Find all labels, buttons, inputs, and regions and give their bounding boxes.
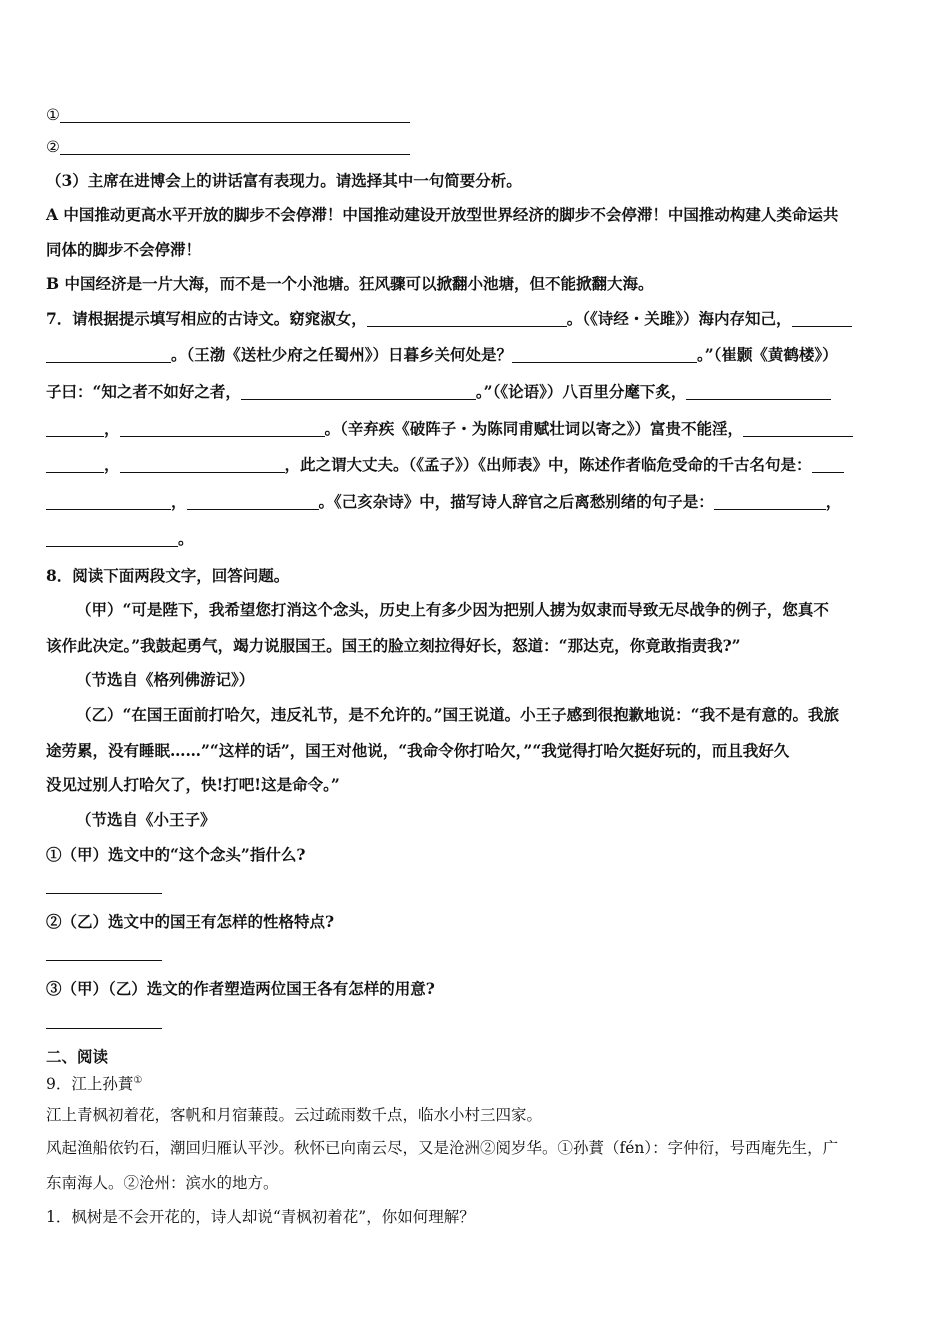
q7-blank-6[interactable] <box>686 383 831 400</box>
answer-line-2: ② <box>46 136 410 158</box>
q7-blank-13[interactable] <box>46 493 171 510</box>
q8-answer-line-3[interactable] <box>46 1028 162 1029</box>
q7-blank-9[interactable] <box>743 420 853 437</box>
q8-yi-line1: （乙）“在国王面前打哈欠，违反礼节，是不允许的。”国王说道。小王子感到很抱歉地说：“我不是有意的。我旅 <box>76 705 840 724</box>
q7-blank-16[interactable] <box>46 530 178 547</box>
q8-answer-line-2[interactable] <box>46 960 162 961</box>
q7-blank-7[interactable] <box>46 420 104 437</box>
q8-jia-line2: 该作此决定。”我鼓起勇气，竭力说服国王。国王的脸立刻拉得好长，怒道：“那达克，你竟敢指责我?” <box>46 636 741 655</box>
answer-blank-2[interactable] <box>60 138 410 155</box>
poem-line-1: 江上青枫初着花，客帆和月宿蒹葭。云过疏雨数千点，临水小村三四家。 <box>46 1106 543 1124</box>
q7-blank-2[interactable] <box>792 310 852 327</box>
q8-jia-line1: （甲）“可是陛下，我希望您打消这个念头，历史上有多少因为把别人掳为奴隶而导致无尽战争的例子，您真不 <box>76 600 829 619</box>
q8-sub-question-3: ③（甲）（乙）选文的作者塑造两位国王各有怎样的用意? <box>46 979 435 998</box>
q7-blank-15[interactable] <box>714 493 826 510</box>
q7-line-3: 子曰：“知之者不如好之者， 。”（《论语》）八百里分麾下炙， <box>46 381 831 403</box>
q7-line-6: ， 。《己亥杂诗》中，描写诗人辞官之后离愁别绪的句子是： ， <box>46 491 841 513</box>
q7-blank-1[interactable] <box>367 310 567 327</box>
q8-sub-question-2: ②（乙）选文中的国王有怎样的性格特点? <box>46 912 335 931</box>
q8-answer-line-1[interactable] <box>46 893 162 894</box>
q7-blank-12[interactable] <box>812 456 844 473</box>
q7-blank-3[interactable] <box>46 346 171 363</box>
poem-notes: 东南海人。②沧州：滨水的地方。 <box>46 1174 279 1192</box>
q6-3-prompt: （3）主席在进博会上的讲话富有表现力。请选择其中一句简要分析。 <box>46 171 522 190</box>
answer-line-1: ① <box>46 104 410 126</box>
q6-3-option-b: B 中国经济是一片大海，而不是一个小池塘。狂风骤可以掀翻小池塘，但不能掀翻大海。 <box>46 274 654 293</box>
q7-line-7: 。 <box>46 528 194 550</box>
q7-blank-8[interactable] <box>120 420 325 437</box>
poem-line-2: 风起渔船依钓石，潮回归雁认平沙。秋怀已向南云尽，又是沧洲②阅岁华。①孙蕡（fén）：字仲衍，号西庵先生，广 <box>46 1139 839 1157</box>
answer-blank-1[interactable] <box>60 106 410 123</box>
q7-line-5: ， ，此之谓大丈夫。（《孟子》）《出师表》中，陈述作者临危受命的千古名句是： <box>46 454 844 476</box>
q6-3-option-a-line1: A 中国推动更高水平开放的脚步不会停滞！中国推动建设开放型世界经济的脚步不会停滞！中国推动构建人类命运共 <box>46 205 839 224</box>
q7-line-4: ， 。（辛弃疾《破阵子・为陈同甫赋壮词以寄之》）富贵不能淫， <box>46 418 853 440</box>
q7-line-1: 7．请根据提示填写相应的古诗文。窈窕淑女， 。（《诗经・关雎》）海内存知己， <box>46 308 852 330</box>
q8-yi-line3: 没见过别人打哈欠了，快!打吧!这是命令。” <box>46 775 340 794</box>
section-heading: 二、阅读 <box>46 1047 109 1066</box>
q7-blank-14[interactable] <box>187 493 319 510</box>
q8-yi-source: （节选自《小王子》 <box>76 810 216 829</box>
q8-sub-question-1: ①（甲）选文中的“这个念头”指什么? <box>46 845 306 864</box>
q7-blank-10[interactable] <box>46 456 104 473</box>
q7-line-2: 。（王渤《送杜少府之任蜀州》）日暮乡关何处是？ 。”（崔颢《黄鹤楼》） <box>46 344 838 366</box>
q8-intro: 8．阅读下面两段文字，回答问题。 <box>46 566 290 585</box>
q9-sub-question-1: 1．枫树是不会开花的，诗人却说“青枫初着花”，你如何理解？ <box>46 1208 475 1226</box>
q8-yi-line2: 途劳累，没有睡眠……”“这样的话”，国王对他说，“我命令你打哈欠，”“我觉得打哈欠挺好玩的，而且我好久 <box>46 741 790 760</box>
q9-title: 9．江上孙蕡① <box>46 1075 143 1094</box>
q8-jia-source: （节选自《格列佛游记》） <box>76 670 255 689</box>
q7-blank-11[interactable] <box>120 456 285 473</box>
q6-3-option-a-line2: 同体的脚步不会停滞！ <box>46 240 202 259</box>
q7-blank-4[interactable] <box>512 346 697 363</box>
q7-blank-5[interactable] <box>241 383 476 400</box>
